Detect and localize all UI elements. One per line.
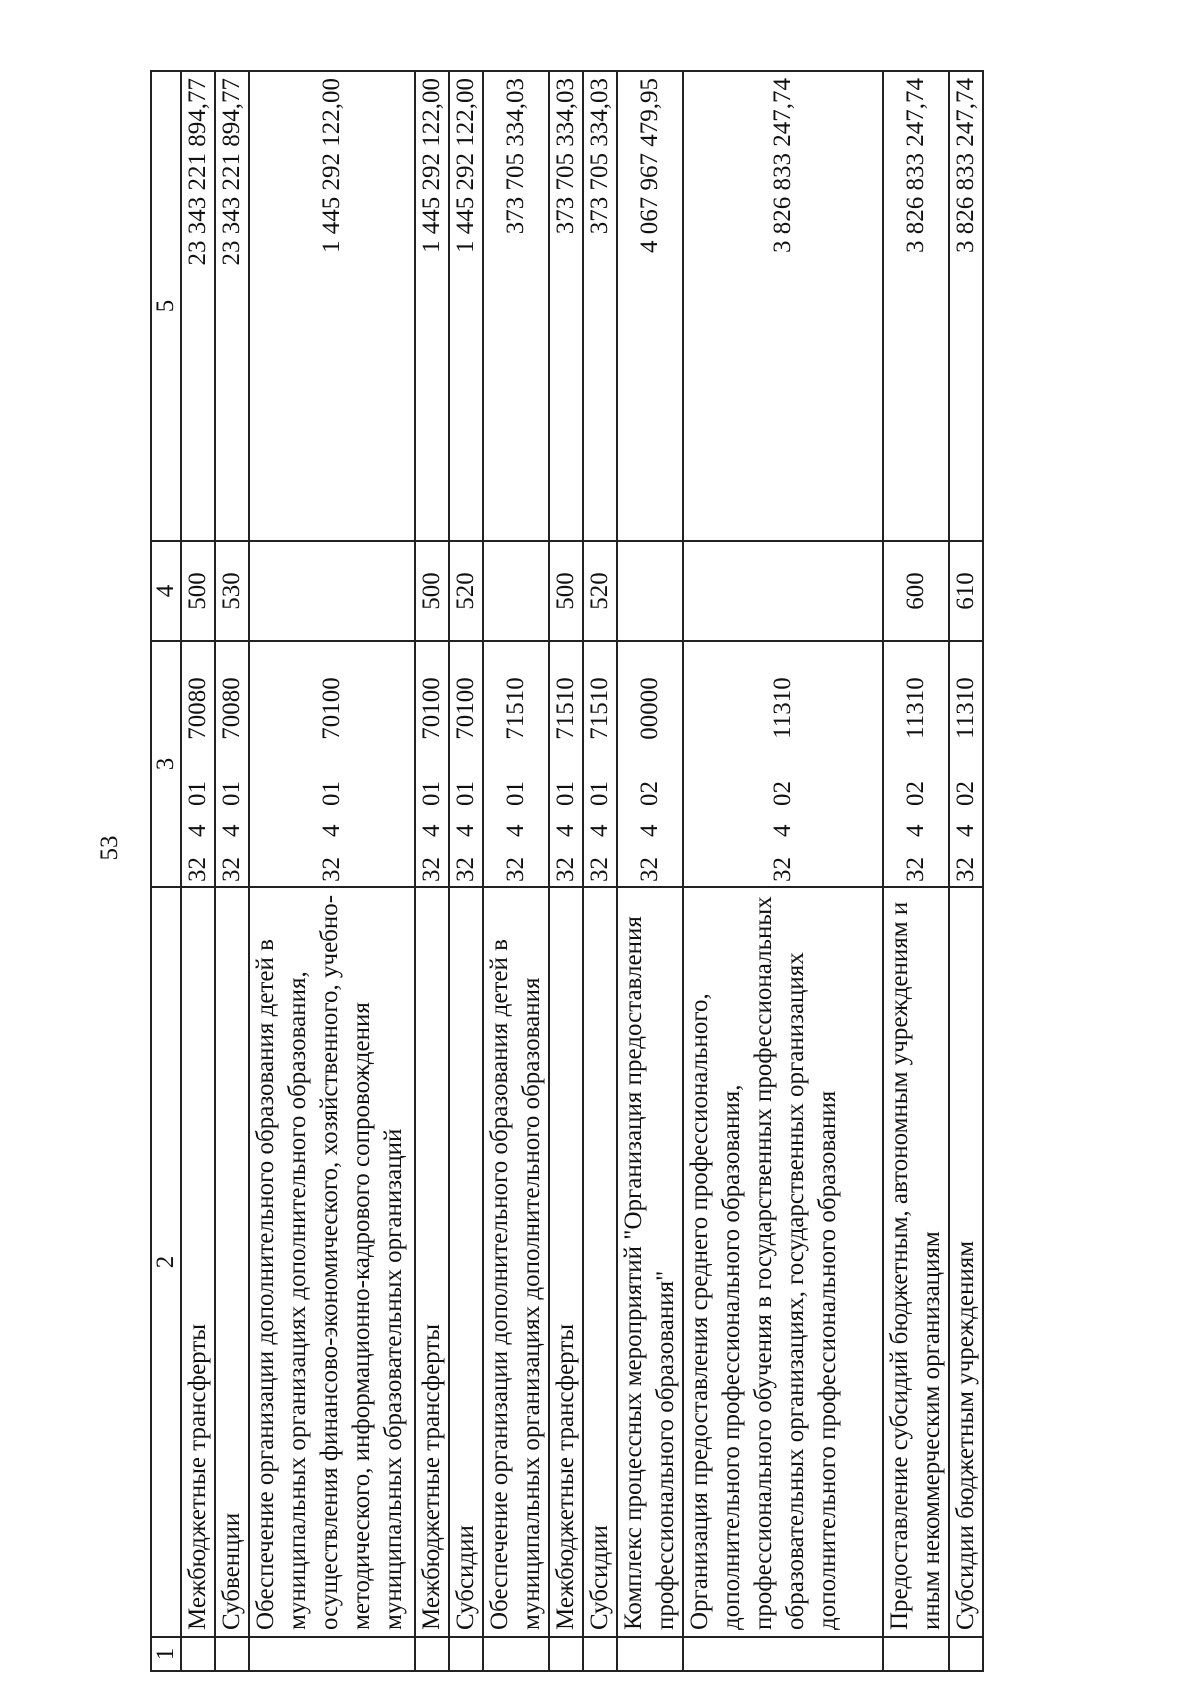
code-activity: 02	[902, 781, 929, 806]
col-header-1: 1	[151, 1637, 181, 1671]
budget-table-rotated	[150, 72, 978, 1672]
budget-table-sheet	[150, 72, 978, 1672]
code-activity: 01	[218, 781, 245, 806]
row-index-cell	[949, 1637, 983, 1671]
code-activity: 01	[586, 781, 613, 806]
row-code-cell	[483, 641, 549, 887]
row-name-cell: Субвенции	[215, 887, 249, 1637]
row-expense-type-cell: 500	[415, 541, 449, 641]
code-subprogram: 4	[952, 824, 979, 837]
code-subprogram: 4	[902, 824, 929, 837]
code-subprogram: 4	[418, 824, 445, 837]
budget-table	[150, 70, 984, 1672]
row-amount-cell: 1 445 292 122,00	[249, 71, 415, 541]
code-program: 32	[184, 857, 211, 882]
code-program: 32	[902, 857, 929, 882]
row-expense-type-cell: 530	[215, 541, 249, 641]
row-name-cell: Организация предоставления среднего профессионального, дополнительного профессионального образования, профессионального обучения в государственных профессиональных образовательных организациях, государственных организациях дополнительного профессионального образования	[683, 887, 883, 1637]
col-header-5: 5	[151, 71, 181, 541]
code-direction: 70080	[184, 677, 211, 740]
row-amount-cell: 373 705 334,03	[483, 71, 549, 541]
header-row	[151, 71, 181, 1671]
row-expense-type-cell: 520	[583, 541, 617, 641]
code-program: 32	[952, 857, 979, 882]
row-amount-cell: 3 826 833 247,74	[683, 71, 883, 541]
row-code-cell	[949, 641, 983, 887]
row-amount-cell: 4 067 967 479,95	[617, 71, 683, 541]
row-expense-type-cell: 500	[181, 541, 215, 641]
row-code-cell	[415, 641, 449, 887]
row-amount-cell: 3 826 833 247,74	[883, 71, 949, 541]
code-subprogram: 4	[502, 824, 529, 837]
code-activity: 01	[502, 781, 529, 806]
table-row	[449, 71, 483, 1671]
code-program: 32	[452, 857, 479, 882]
row-index-cell	[249, 1637, 415, 1671]
code-activity: 01	[452, 781, 479, 806]
code-program: 32	[552, 857, 579, 882]
row-amount-cell: 373 705 334,03	[583, 71, 617, 541]
row-name-cell: Межбюджетные трансферты	[549, 887, 583, 1637]
row-amount-cell: 373 705 334,03	[549, 71, 583, 541]
row-expense-type-cell	[617, 541, 683, 641]
row-expense-type-cell: 600	[883, 541, 949, 641]
row-code-cell	[215, 641, 249, 887]
row-name-cell: Межбюджетные трансферты	[181, 887, 215, 1637]
code-subprogram: 4	[552, 824, 579, 837]
code-activity: 01	[552, 781, 579, 806]
row-expense-type-cell: 610	[949, 541, 983, 641]
table-row	[181, 71, 215, 1671]
row-index-cell	[683, 1637, 883, 1671]
row-index-cell	[181, 1637, 215, 1671]
row-code-cell	[683, 641, 883, 887]
code-direction: 70100	[418, 677, 445, 740]
table-row	[949, 71, 983, 1671]
row-code-cell	[617, 641, 683, 887]
table-row	[549, 71, 583, 1671]
code-activity: 01	[318, 781, 345, 806]
code-direction: 70080	[218, 677, 245, 740]
row-index-cell	[415, 1637, 449, 1671]
code-activity: 01	[184, 781, 211, 806]
page-number: 53	[96, 835, 123, 861]
table-body	[181, 71, 983, 1671]
table-row	[415, 71, 449, 1671]
table-row	[249, 71, 415, 1671]
row-name-cell: Предоставление субсидий бюджетным, автономным учреждениям и иным некоммерческим организациям	[883, 887, 949, 1637]
code-activity: 02	[769, 781, 796, 806]
row-name-cell: Субсидии	[449, 887, 483, 1637]
row-name-cell: Обеспечение организации дополнительного образования детей в муниципальных организациях дополнительного образования, осуществления финансово-экономического, хозяйственного, учебно-методического, информационно-кадрового сопровождения муниципальных образовательных организаций	[249, 887, 415, 1637]
row-name-cell: Комплекс процессных мероприятий "Организация предоставления профессионального образования"	[617, 887, 683, 1637]
row-code-cell	[583, 641, 617, 887]
row-index-cell	[883, 1637, 949, 1671]
row-index-cell	[617, 1637, 683, 1671]
code-direction: 71510	[586, 677, 613, 740]
table-row	[215, 71, 249, 1671]
table-row	[483, 71, 549, 1671]
row-expense-type-cell	[249, 541, 415, 641]
table-row	[883, 71, 949, 1671]
row-name-cell: Субсидии	[583, 887, 617, 1637]
col-header-3: 3	[151, 641, 181, 887]
row-index-cell	[583, 1637, 617, 1671]
code-direction: 71510	[552, 677, 579, 740]
code-activity: 02	[636, 781, 663, 806]
code-direction: 11310	[952, 677, 979, 739]
code-direction: 11310	[902, 677, 929, 739]
table-row	[583, 71, 617, 1671]
row-name-cell: Обеспечение организации дополнительного образования детей в муниципальных организациях дополнительного образования	[483, 887, 549, 1637]
code-subprogram: 4	[218, 824, 245, 837]
code-subprogram: 4	[318, 824, 345, 837]
code-subprogram: 4	[586, 824, 613, 837]
code-direction: 70100	[452, 677, 479, 740]
code-program: 32	[218, 857, 245, 882]
code-program: 32	[586, 857, 613, 882]
row-amount-cell: 1 445 292 122,00	[415, 71, 449, 541]
row-index-cell	[449, 1637, 483, 1671]
code-direction: 71510	[502, 677, 529, 740]
row-amount-cell: 23 343 221 894,77	[215, 71, 249, 541]
code-direction: 11310	[769, 677, 796, 739]
code-program: 32	[318, 857, 345, 882]
code-activity: 01	[418, 781, 445, 806]
row-name-cell: Субсидии бюджетным учреждениям	[949, 887, 983, 1637]
row-expense-type-cell: 520	[449, 541, 483, 641]
row-code-cell	[449, 641, 483, 887]
row-code-cell	[549, 641, 583, 887]
code-direction: 70100	[318, 677, 345, 740]
code-program: 32	[636, 857, 663, 882]
code-program: 32	[502, 857, 529, 882]
row-code-cell	[249, 641, 415, 887]
row-index-cell	[549, 1637, 583, 1671]
row-index-cell	[483, 1637, 549, 1671]
row-amount-cell: 1 445 292 122,00	[449, 71, 483, 541]
row-amount-cell: 23 343 221 894,77	[181, 71, 215, 541]
code-subprogram: 4	[184, 824, 211, 837]
row-name-cell: Межбюджетные трансферты	[415, 887, 449, 1637]
row-expense-type-cell	[683, 541, 883, 641]
row-code-cell	[181, 641, 215, 887]
table-row	[617, 71, 683, 1671]
row-amount-cell: 3 826 833 247,74	[949, 71, 983, 541]
code-direction: 00000	[636, 677, 663, 740]
code-program: 32	[418, 857, 445, 882]
row-expense-type-cell	[483, 541, 549, 641]
code-subprogram: 4	[452, 824, 479, 837]
row-code-cell	[883, 641, 949, 887]
code-subprogram: 4	[636, 824, 663, 837]
code-program: 32	[769, 857, 796, 882]
code-activity: 02	[952, 781, 979, 806]
col-header-2: 2	[151, 887, 181, 1637]
table-row	[683, 71, 883, 1671]
row-expense-type-cell: 500	[549, 541, 583, 641]
col-header-4: 4	[151, 541, 181, 641]
row-index-cell	[215, 1637, 249, 1671]
code-subprogram: 4	[769, 824, 796, 837]
